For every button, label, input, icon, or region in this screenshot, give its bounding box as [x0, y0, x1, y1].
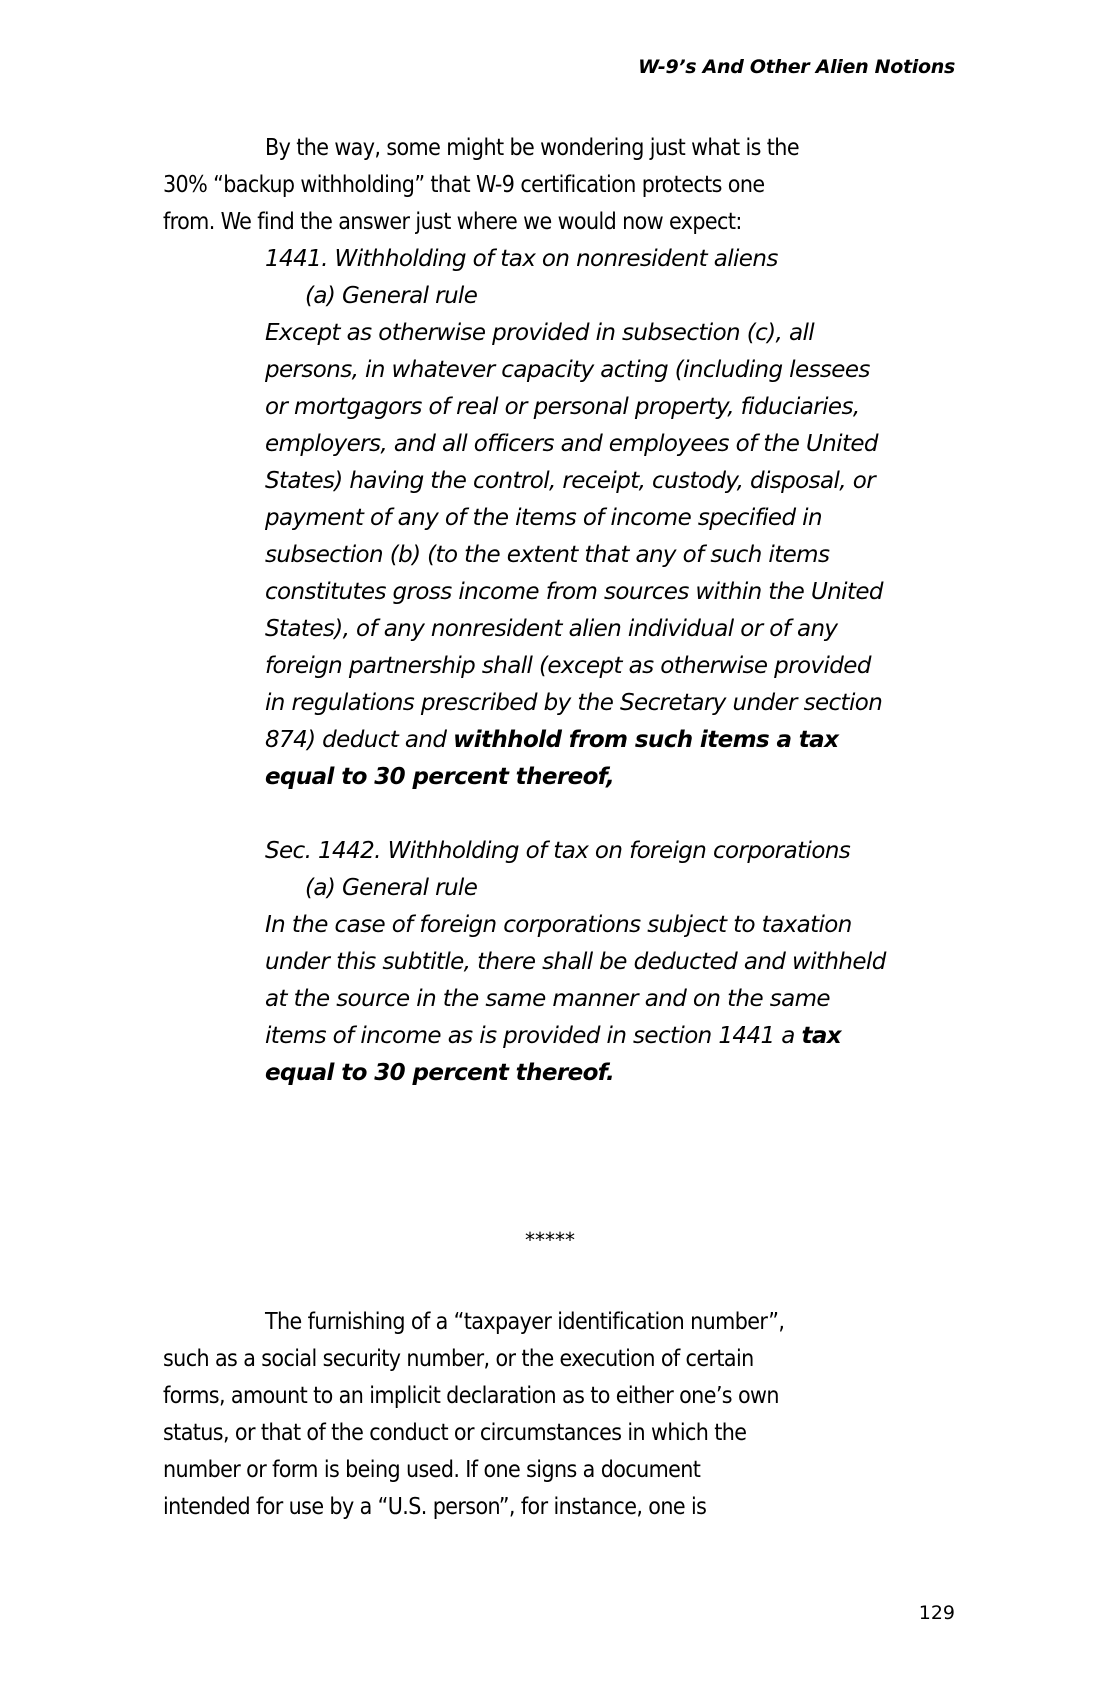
quote-1-line: subsection (b) (to the extent that any of such items [265, 542, 830, 568]
paragraph-1-line-1: By the way, some might be wondering just what is the [265, 135, 799, 161]
quote-2-emphasis: tax [801, 1023, 841, 1049]
quote-1-line: or mortgagors of real or personal property, fiduciaries, [265, 394, 860, 420]
running-header: W-9’s And Other Alien Notions [638, 56, 955, 78]
quote-2-plain-text: items of income as is provided in section 1441 a [265, 1023, 802, 1049]
page-number: 129 [918, 1602, 955, 1624]
quote-1-emphasis: withhold from such items a tax [453, 727, 839, 753]
section-separator: ***** [525, 1228, 575, 1252]
quote-2-line: at the source in the same manner and on the same [265, 986, 830, 1012]
quote-1-line-mixed [265, 725, 838, 755]
quote-1-line: employers, and all officers and employees of the United [265, 431, 878, 457]
quote-2-title: Sec. 1442. Withholding of tax on foreign corporations [265, 838, 851, 864]
paragraph-1-line-3: from. We find the answer just where we would now expect: [163, 209, 742, 235]
quote-1-subtitle: (a) General rule [305, 283, 478, 309]
quote-2-line: In the case of foreign corporations subject to taxation [265, 912, 852, 938]
paragraph-2-line-2: such as a social security number, or the execution of certain [163, 1346, 754, 1372]
quote-1-plain-text: 874) deduct and [265, 727, 454, 753]
paragraph-2-line-4: status, or that of the conduct or circumstances in which the [163, 1420, 747, 1446]
quote-1-line: persons, in whatever capacity acting (including lessees [265, 357, 870, 383]
paragraph-2-line-1: The furnishing of a “taxpayer identification number”, [265, 1309, 785, 1335]
quote-2-subtitle: (a) General rule [305, 875, 478, 901]
quote-2-emphasis-line: equal to 30 percent thereof. [265, 1060, 615, 1086]
paragraph-2-line-5: number or form is being used. If one signs a document [163, 1457, 701, 1483]
quote-2-line: under this subtitle, there shall be deducted and withheld [265, 949, 886, 975]
quote-1-line: Except as otherwise provided in subsection (c), all [265, 320, 815, 346]
quote-2-line-mixed [265, 1021, 841, 1051]
quote-1-line: constitutes gross income from sources within the United [265, 579, 883, 605]
quote-1-line: foreign partnership shall (except as otherwise provided [265, 653, 871, 679]
quote-1-line: payment of any of the items of income specified in [265, 505, 822, 531]
quote-1-emphasis-line: equal to 30 percent thereof, [265, 764, 615, 790]
paragraph-2-line-3: forms, amount to an implicit declaration as to either one’s own [163, 1383, 779, 1409]
quote-1-line: in regulations prescribed by the Secretary under section [265, 690, 883, 716]
paragraph-1-line-2: 30% “backup withholding” that W-9 certification protects one [163, 172, 765, 198]
quote-1-line: States) having the control, receipt, custody, disposal, or [265, 468, 876, 494]
quote-1-title: 1441. Withholding of tax on nonresident aliens [265, 246, 778, 272]
quote-1-line: States), of any nonresident alien individual or of any [265, 616, 838, 642]
paragraph-2-line-6: intended for use by a “U.S. person”, for instance, one is [163, 1494, 707, 1520]
